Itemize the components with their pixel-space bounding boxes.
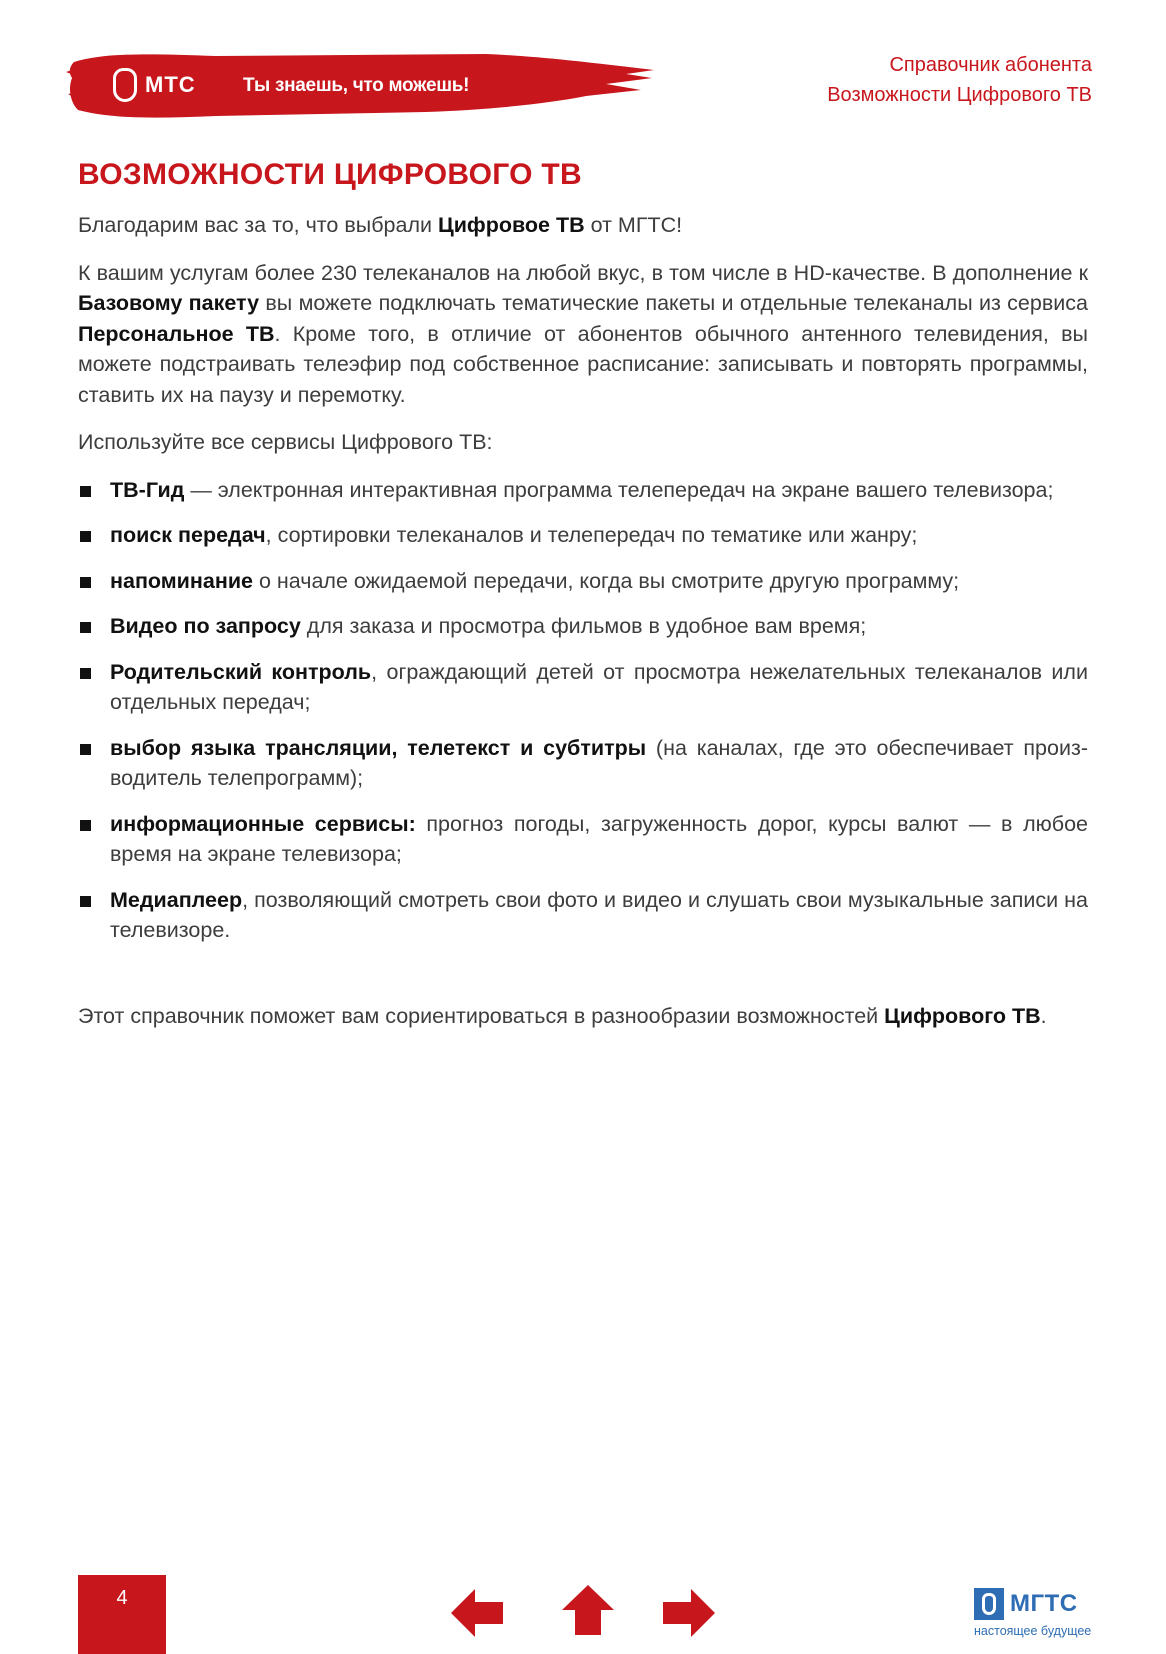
intro-bold: Цифровое ТВ xyxy=(437,213,585,237)
feature-text: для заказа и просмотра фильмов в удобное вам время; xyxy=(300,614,867,638)
running-header-line2: Возможности Цифрового ТВ xyxy=(827,84,1092,106)
running-header xyxy=(827,50,1092,110)
page-title: ВОЗМОЖНОСТИ ЦИФРОВОГО ТВ xyxy=(78,158,582,191)
list-item xyxy=(78,611,1088,642)
intro-text: Благодарим вас за то, что выбрали xyxy=(78,213,438,237)
personal-tv-bold: Персональное ТВ xyxy=(78,321,275,346)
feature-text: , ограждающий детей от просмотра нежелательных телеканалов или отдельных передач; xyxy=(110,659,1088,714)
list-item xyxy=(78,475,1088,506)
closing-text-end: . xyxy=(1040,1004,1047,1028)
feature-title: Медиаплеер xyxy=(110,887,243,912)
arrow-left-icon xyxy=(449,1587,505,1639)
mts-logo xyxy=(113,68,196,102)
feature-text: , сортировки телеканалов и телепередач по тематике или жанру; xyxy=(265,523,918,547)
list-item xyxy=(78,733,1088,794)
closing-bold: Цифрового ТВ xyxy=(884,1004,1041,1028)
list-intro: Используйте все сервисы Цифрового ТВ: xyxy=(78,430,493,454)
closing-text: Этот справочник поможет вам сориентироваться в разнообразии возможностей xyxy=(78,1004,885,1028)
brand-slogan: Ты знаешь, что можешь! xyxy=(243,75,470,96)
feature-title: Видео по запросу xyxy=(110,614,301,638)
list-item xyxy=(78,520,1088,551)
list-item xyxy=(78,657,1088,718)
page-number: 4 xyxy=(116,1587,128,1609)
feature-title: поиск передач xyxy=(110,523,266,547)
mgts-logo-row xyxy=(974,1588,1094,1620)
feature-list xyxy=(78,475,1088,946)
previous-page-button[interactable] xyxy=(449,1587,505,1639)
list-item xyxy=(78,809,1088,870)
feature-title: выбор языка трансляции, телетекст и субтитры xyxy=(110,735,647,760)
feature-text: , позволяющий смотреть свои фото и видео и слушать свои музыкальные записи на телевизоре. xyxy=(110,887,1088,942)
mts-egg-icon xyxy=(113,68,137,102)
feature-title: Родительский контроль xyxy=(110,659,372,684)
intro-paragraph xyxy=(78,210,1088,241)
list-item xyxy=(78,566,1088,597)
base-package-bold: Базовому пакету xyxy=(78,291,260,315)
services-text-1: К вашим услугам более 230 телеканалов на любой вкус, в том числе в HD-качестве. В дополнение к xyxy=(78,260,1088,285)
contents-button[interactable] xyxy=(560,1584,616,1636)
feature-title: ТВ-Гид xyxy=(110,477,185,502)
running-header-line1: Справочник абонента xyxy=(889,54,1092,76)
main-content xyxy=(78,210,1088,961)
feature-text: (на каналах, где это обеспечивает производитель телепрограмм); xyxy=(110,735,1088,790)
page-number-box xyxy=(78,1575,166,1654)
feature-text: — электронная интерактивная программа телепередач на экране вашего телевизора; xyxy=(184,477,1054,502)
mgts-egg-icon xyxy=(974,1588,1004,1620)
services-text-2: вы можете подключать тематические пакеты и отдельные телеканалы из сервиса xyxy=(259,291,1088,315)
services-text-3: . Кроме того, в отличие от абонентов обычного антенного телевидения, вы можете подстраивать телеэфир под собственное расписание: записывать и повторять программы, ставить их на паузу и перемотку. xyxy=(78,321,1088,407)
feature-text: о начале ожидаемой передачи, когда вы смотрите другую программу; xyxy=(253,568,960,593)
mts-logo-text: МТС xyxy=(145,72,196,97)
mgts-logo xyxy=(974,1588,1094,1638)
list-item xyxy=(78,885,1088,946)
next-page-button[interactable] xyxy=(661,1587,717,1639)
feature-title: напоминание xyxy=(110,568,254,593)
feature-text: прогноз погоды, загруженность дорог, курсы валют — в любое время на экране телевизора; xyxy=(110,811,1088,866)
mgts-logo-text: МГТС xyxy=(1010,1590,1078,1617)
mgts-tagline: настоящее будущее xyxy=(974,1624,1092,1638)
arrow-up-icon xyxy=(560,1584,616,1636)
feature-title: информационные сервисы: xyxy=(110,811,416,836)
services-paragraph xyxy=(78,258,1088,411)
closing-paragraph xyxy=(78,1001,1047,1031)
intro-text-end: от МГТС! xyxy=(584,213,683,237)
arrow-right-icon xyxy=(661,1587,717,1639)
